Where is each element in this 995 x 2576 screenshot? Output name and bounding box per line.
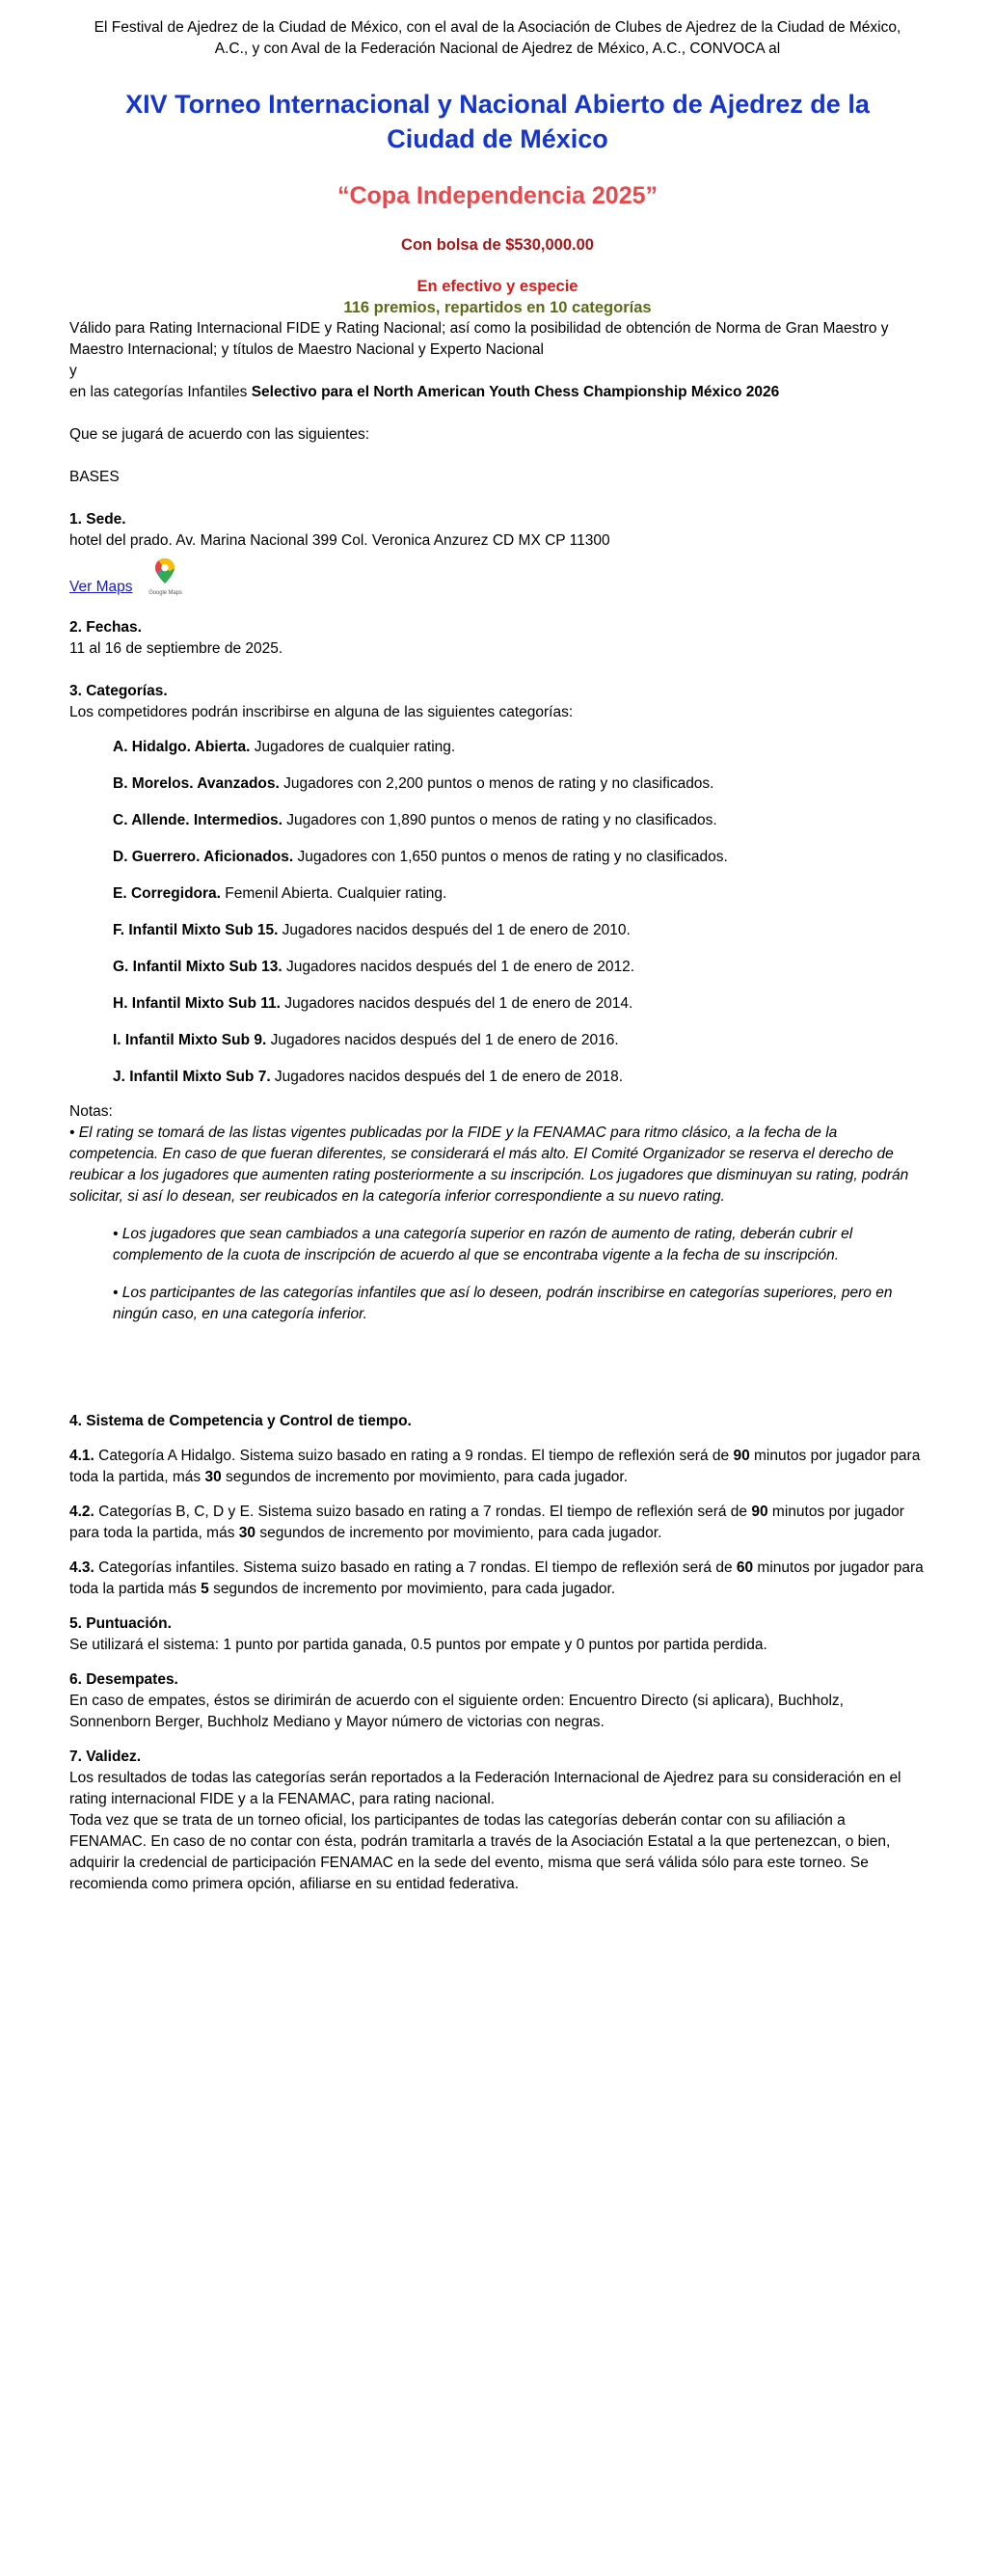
sistema-minutes: 90 [733, 1448, 750, 1465]
note-item: • Los jugadores que sean cambiados a una categoría superior en razón de aumento de rating, deberán cubrir el complemento de la cuota de inscripción de acuerdo al que se encontraba vigente a la fecha de su inscripción. [113, 1226, 853, 1264]
sistema-mid: minutos por jugador para toda la partida, más [69, 1448, 921, 1486]
sistema-pre: Categoría A Hidalgo. Sistema suizo basado en rating a 9 rondas. El tiempo de reflexión será de [94, 1448, 734, 1465]
sistema-post: segundos de incremento por movimiento, para cada jugador. [208, 1581, 616, 1598]
category-code: B. Morelos. Avanzados. [113, 775, 280, 793]
category-code: I. Infantil Mixto Sub 9. [113, 1032, 267, 1049]
category-desc: Jugadores nacidos después del 1 de enero de 2012. [282, 959, 635, 976]
section-heading-sede: 1. Sede. [69, 511, 126, 529]
google-maps-caption: Google Maps [148, 590, 182, 597]
list-item [69, 810, 926, 831]
category-desc: Femenil Abierta. Cualquier rating. [220, 885, 447, 903]
play-line: Que se jugará de acuerdo con las siguientes: [69, 426, 370, 444]
section-heading-desempates: 6. Desempates. [69, 1671, 178, 1689]
note-item: • El rating se tomará de las listas vigentes publicadas por la FIDE y la FENAMAC para ritmo clásico, a la fecha de la competencia. En caso de que fueran diferentes, se considerará el más alto. El Comité Organizador se reserva el derecho de reubicar a los jugadores que aumenten rating posteriormente a su inscripción. Los jugadores que disminuyan su rating, podrán solicitar, si así lo desean, ser reubicados en la categoría inferior correspondiente a su nuevo rating. [69, 1125, 909, 1206]
cash-and-kind-label: En efectivo y especie [417, 278, 578, 296]
sistema-item-42 [69, 1502, 926, 1544]
sistema-pre: Categorías infantiles. Sistema suizo basado en rating a 7 rondas. El tiempo de reflexión será de [94, 1559, 737, 1577]
sistema-post: segundos de incremento por movimiento, para cada jugador. [221, 1469, 629, 1486]
maps-row [69, 557, 926, 596]
list-item [69, 993, 926, 1015]
sistema-num: 4.3. [69, 1559, 94, 1577]
sistema-increment: 5 [201, 1581, 209, 1598]
category-code: F. Infantil Mixto Sub 15. [113, 922, 279, 939]
section-heading-validez: 7. Validez. [69, 1749, 142, 1766]
note-item: • Los participantes de las categorías infantiles que así lo deseen, podrán inscribirse en categorías superiores, pero en ningún caso, en una categoría inferior. [113, 1285, 893, 1323]
category-desc: Jugadores nacidos después del 1 de enero de 2014. [280, 995, 633, 1013]
sistema-post: segundos de incremento por movimiento, para cada jugador. [255, 1525, 662, 1542]
intro-paragraph: El Festival de Ajedrez de la Ciudad de México, con el aval de la Asociación de Clubes de Ajedrez de la Ciudad de México, A.C., y con Aval de la Federación Nacional de Ajedrez de México, A.C., CONVOCA al [94, 19, 901, 57]
category-code: E. Corregidora. [113, 885, 221, 903]
conjunction-line: y [69, 363, 77, 380]
prize-purse-label: Con bolsa de $530,000.00 [401, 236, 594, 255]
section-heading-sistema: 4. Sistema de Competencia y Control de tiempo. [69, 1413, 412, 1430]
list-item [69, 1067, 926, 1088]
section-heading-fechas: 2. Fechas. [69, 619, 142, 637]
category-desc: Jugadores con 1,890 puntos o menos de rating y no clasificados. [282, 812, 717, 829]
category-desc: Jugadores de cualquier rating. [250, 739, 456, 756]
desempates-text: En caso de empates, éstos se dirimirán de acuerdo con el siguiente orden: Encuentro Directo (si aplicara), Buchholz, Sonnenborn Berger, Buchholz Mediano y Mayor número de victorias con negras. [69, 1693, 844, 1731]
categories-list [69, 737, 926, 1088]
section-heading-categorias: 3. Categorías. [69, 683, 168, 700]
page-title: XIV Torneo Internacional y Nacional Abierto de Ajedrez de la Ciudad de México [125, 90, 870, 154]
section-heading-puntuacion: 5. Puntuación. [69, 1615, 172, 1633]
notes-label: Notas: [69, 1103, 113, 1121]
sistema-item-41 [69, 1446, 926, 1488]
list-item [69, 1030, 926, 1051]
sistema-increment: 30 [238, 1525, 256, 1542]
list-item [69, 737, 926, 758]
sistema-minutes: 60 [736, 1559, 754, 1577]
page-subtitle: “Copa Independencia 2025” [336, 181, 659, 209]
category-code: C. Allende. Intermedios. [113, 812, 282, 829]
sistema-num: 4.1. [69, 1448, 94, 1465]
sistema-minutes: 90 [751, 1504, 768, 1521]
category-desc: Jugadores nacidos después del 1 de enero de 2010. [278, 922, 631, 939]
category-code: J. Infantil Mixto Sub 7. [113, 1069, 271, 1086]
list-item [69, 883, 926, 905]
category-code: D. Guerrero. Aficionados. [113, 849, 294, 866]
validez-paragraph-2: Toda vez que se trata de un torneo oficial, los participantes de todas las categorías deberán contar con su afiliación a FENAMAC. En caso de no contar con ésta, podrán tramitarla a través de la Asociación Estatal a la que pertenezcan, o bien, adquirir la credencial de participación FENAMAC en la sede del evento, misma que será válida sólo para este torneo. Se recomienda como primera opción, afiliarse en su entidad federativa. [69, 1812, 891, 1893]
google-maps-badge[interactable] [140, 557, 190, 596]
list-item [69, 920, 926, 941]
selective-bold: Selectivo para el North American Youth Chess Championship México 2026 [251, 384, 780, 401]
fechas-text: 11 al 16 de septiembre de 2025. [69, 640, 283, 658]
category-code: A. Hidalgo. Abierta. [113, 739, 251, 756]
selective-prefix: en las categorías Infantiles [69, 384, 252, 401]
sistema-pre: Categorías B, C, D y E. Sistema suizo basado en rating a 7 rondas. El tiempo de reflexión será de [94, 1504, 752, 1521]
prize-count-label: 116 premios, repartidos en 10 categorías [343, 299, 652, 317]
categorias-intro: Los competidores podrán inscribirse en alguna de las siguientes categorías: [69, 704, 574, 721]
list-item [69, 847, 926, 868]
puntuacion-text: Se utilizará el sistema: 1 punto por partida ganada, 0.5 puntos por empate y 0 puntos por partida perdida. [69, 1637, 767, 1654]
list-item [69, 773, 926, 795]
validity-paragraph: Válido para Rating Internacional FIDE y Rating Nacional; así como la posibilidad de obtención de Norma de Gran Maestro y Maestro Internacional; y títulos de Maestro Nacional y Experto Nacional [69, 320, 889, 359]
map-pin-icon [154, 557, 175, 589]
sistema-increment: 30 [204, 1469, 222, 1486]
sistema-mid: minutos por jugador para toda la partida, más [69, 1504, 904, 1542]
validez-paragraph-1: Los resultados de todas las categorías serán reportados a la Federación Internacional de Ajedrez para su consideración en el rating internacional FIDE y a la FENAMAC, para rating nacional. [69, 1770, 901, 1808]
sistema-item-43 [69, 1558, 926, 1600]
category-desc: Jugadores nacidos después del 1 de enero de 2016. [266, 1032, 619, 1049]
list-item [69, 957, 926, 978]
category-code: G. Infantil Mixto Sub 13. [113, 959, 282, 976]
sede-address: hotel del prado. Av. Marina Nacional 399 Col. Veronica Anzurez CD MX CP 11300 [69, 532, 610, 550]
ver-maps-link[interactable]: Ver Maps [69, 578, 133, 595]
sistema-num: 4.2. [69, 1504, 94, 1521]
sistema-mid: minutos por jugador para toda la partida más [69, 1559, 924, 1598]
selective-paragraph [69, 382, 926, 403]
bases-label: BASES [69, 469, 120, 486]
category-desc: Jugadores con 1,650 puntos o menos de rating y no clasificados. [293, 849, 728, 866]
category-desc: Jugadores con 2,200 puntos o menos de rating y no clasificados. [279, 775, 714, 793]
category-desc: Jugadores nacidos después del 1 de enero de 2018. [270, 1069, 624, 1086]
category-code: H. Infantil Mixto Sub 11. [113, 995, 281, 1013]
